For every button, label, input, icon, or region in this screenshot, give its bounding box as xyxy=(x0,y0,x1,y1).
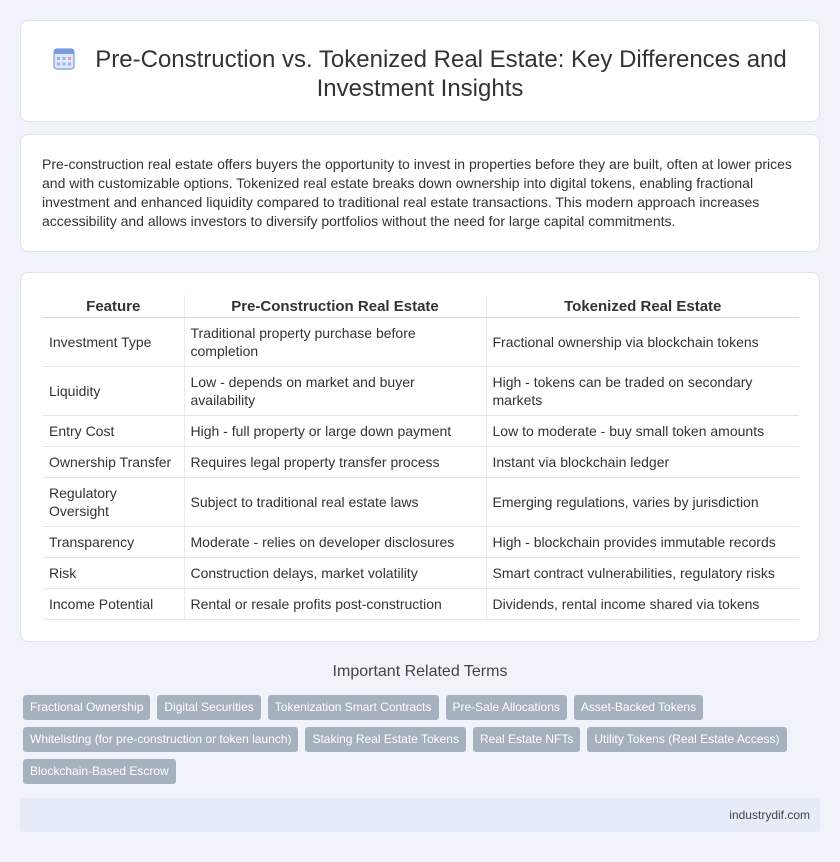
feature-cell: Liquidity xyxy=(43,367,184,416)
intro-paragraph: Pre-construction real estate offers buyers the opportunity to invest in properties before they are built, often at lower prices and with customizable options. Tokenized real estate breaks down ownership into digital tokens, enabling fractional investment and enhanced liquidity compared to traditional real estate transactions. This modern approach increases accessibility and allows investors to diversify portfolios without the need for large capital commitments. xyxy=(42,156,792,229)
table-row xyxy=(43,527,799,558)
document-icon xyxy=(53,48,75,70)
tag-digital-securities[interactable]: Digital Securities xyxy=(157,695,260,720)
feature-cell: Risk xyxy=(43,558,184,589)
pre-construction-cell: Moderate - relies on developer disclosures xyxy=(184,527,486,558)
pre-construction-cell: Requires legal property transfer process xyxy=(184,447,486,478)
tag-staking-real-estate-tokens[interactable]: Staking Real Estate Tokens xyxy=(305,727,466,752)
tag-pre-sale-allocations[interactable]: Pre-Sale Allocations xyxy=(446,695,567,720)
tokenized-cell: Fractional ownership via blockchain tokens xyxy=(486,318,799,367)
header-tokenized: Tokenized Real Estate xyxy=(486,295,799,318)
tokenized-cell: Smart contract vulnerabilities, regulatory risks xyxy=(486,558,799,589)
feature-cell: Transparency xyxy=(43,527,184,558)
header-card xyxy=(20,20,820,122)
pre-construction-cell: Construction delays, market volatility xyxy=(184,558,486,589)
page-title: Pre-Construction vs. Tokenized Real Estate: Key Differences and Investment Insights xyxy=(95,46,787,102)
tag-utility-tokens[interactable]: Utility Tokens (Real Estate Access) xyxy=(587,727,786,752)
related-terms-tags xyxy=(23,695,803,791)
feature-cell: Entry Cost xyxy=(43,416,184,447)
table-row xyxy=(43,318,799,367)
pre-construction-cell: Low - depends on market and buyer availability xyxy=(184,367,486,416)
tag-tokenization-smart-contracts[interactable]: Tokenization Smart Contracts xyxy=(268,695,439,720)
intro-card xyxy=(20,134,820,252)
tokenized-cell: Emerging regulations, varies by jurisdiction xyxy=(486,478,799,527)
feature-cell: Income Potential xyxy=(43,589,184,620)
tag-asset-backed-tokens[interactable]: Asset-Backed Tokens xyxy=(574,695,703,720)
header-feature: Feature xyxy=(43,295,184,318)
footer xyxy=(20,798,820,832)
table-header-row xyxy=(43,295,799,318)
related-terms-title: Important Related Terms xyxy=(332,663,508,680)
table-row xyxy=(43,558,799,589)
pre-construction-cell: Rental or resale profits post-construction xyxy=(184,589,486,620)
table-row xyxy=(43,416,799,447)
comparison-table xyxy=(43,295,799,620)
tag-real-estate-nfts[interactable]: Real Estate NFTs xyxy=(473,727,580,752)
header-pre-construction: Pre-Construction Real Estate xyxy=(184,295,486,318)
table-row xyxy=(43,367,799,416)
footer-site-link[interactable]: industrydif.com xyxy=(729,808,810,822)
pre-construction-cell: High - full property or large down payment xyxy=(184,416,486,447)
page-title-wrap xyxy=(51,45,789,103)
pre-construction-cell: Traditional property purchase before completion xyxy=(184,318,486,367)
table-row xyxy=(43,478,799,527)
feature-cell: Ownership Transfer xyxy=(43,447,184,478)
tag-blockchain-based-escrow[interactable]: Blockchain-Based Escrow xyxy=(23,759,176,784)
table-row xyxy=(43,589,799,620)
feature-cell: Investment Type xyxy=(43,318,184,367)
tokenized-cell: Dividends, rental income shared via tokens xyxy=(486,589,799,620)
feature-cell: Regulatory Oversight xyxy=(43,478,184,527)
tokenized-cell: High - tokens can be traded on secondary markets xyxy=(486,367,799,416)
tokenized-cell: High - blockchain provides immutable records xyxy=(486,527,799,558)
table-row xyxy=(43,447,799,478)
pre-construction-cell: Subject to traditional real estate laws xyxy=(184,478,486,527)
tokenized-cell: Low to moderate - buy small token amounts xyxy=(486,416,799,447)
comparison-table-card xyxy=(20,272,820,642)
tag-fractional-ownership[interactable]: Fractional Ownership xyxy=(23,695,150,720)
tag-whitelisting[interactable]: Whitelisting (for pre-construction or token launch) xyxy=(23,727,298,752)
tokenized-cell: Instant via blockchain ledger xyxy=(486,447,799,478)
